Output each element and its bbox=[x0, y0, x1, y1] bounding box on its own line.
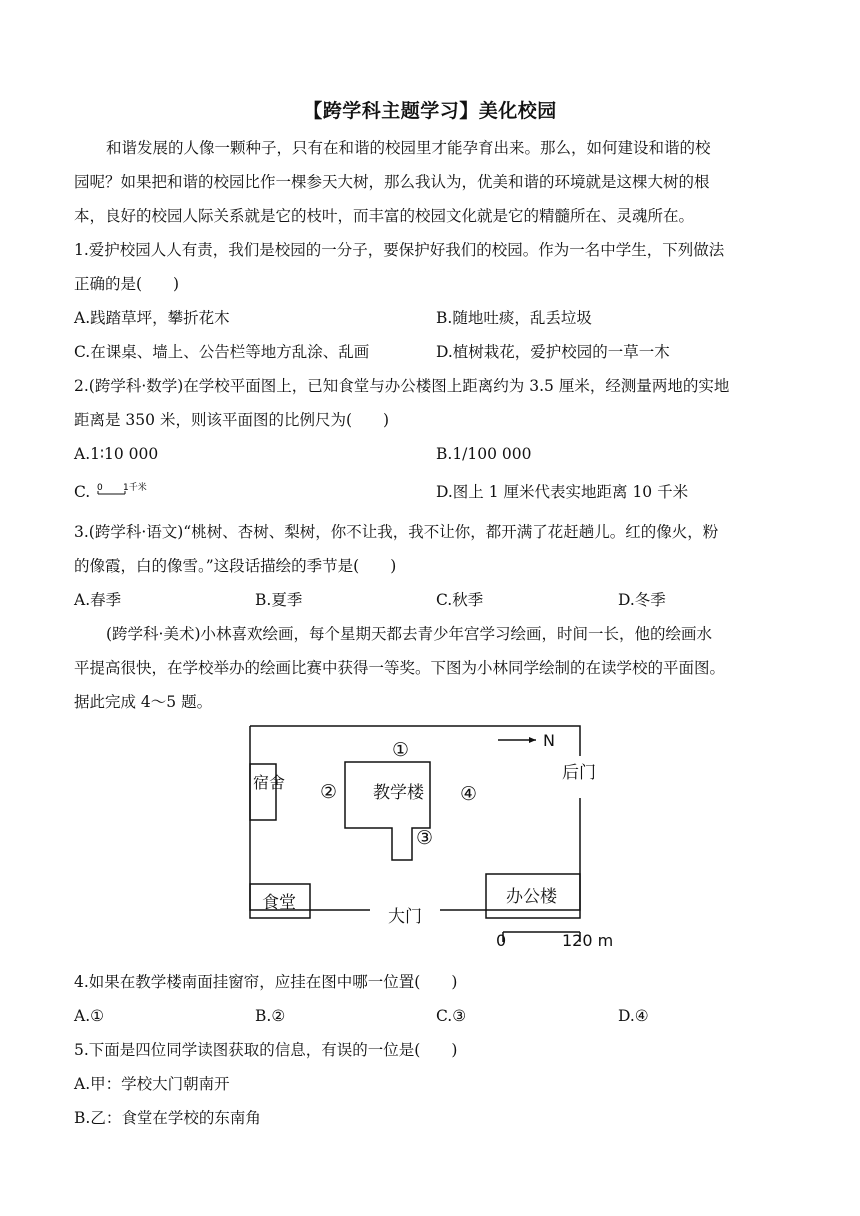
position-3-label: ③ bbox=[416, 827, 434, 849]
q4-option-a[interactable]: A.① bbox=[74, 1007, 105, 1025]
q4-option-c[interactable]: C.③ bbox=[436, 1007, 467, 1025]
q2-stem-line-1: 2.(跨学科·数学)在学校平面图上，已知食堂与办公楼图上距离约为 3.5 厘米，经测量两地的实地 bbox=[74, 377, 730, 395]
q1-option-c[interactable]: C.在课桌、墙上、公告栏等地方乱涂、乱画 bbox=[74, 343, 370, 361]
q3-option-a[interactable]: A.春季 bbox=[74, 591, 122, 609]
passage-line-2: 平提高很快，在学校举办的绘画比赛中获得一等奖。下图为小林同学绘制的在读学校的平面图。 bbox=[74, 659, 726, 677]
scale-bar-icon bbox=[95, 482, 161, 504]
office-label: 办公楼 bbox=[506, 887, 557, 907]
teaching-building-label: 教学楼 bbox=[373, 783, 424, 803]
intro-line-2: 园呢？如果把和谐的校园比作一棵参天大树，那么我认为，优美和谐的环境就是这棵大树的根 bbox=[74, 173, 710, 191]
passage-line-3: 据此完成 4～5 题。 bbox=[74, 693, 213, 711]
back-gate-label: 后门 bbox=[562, 763, 596, 783]
intro-line-1: 和谐发展的人像一颗种子，只有在和谐的校园里才能孕育出来。那么，如何建设和谐的校 bbox=[106, 139, 711, 157]
q1-stem-line-1: 1.爱护校园人人有责，我们是校园的一分子，要保护好我们的校园。作为一名中学生，下列做法 bbox=[74, 241, 725, 259]
q5-option-a[interactable]: A.甲：学校大门朝南开 bbox=[74, 1075, 230, 1093]
q4-option-b[interactable]: B.② bbox=[255, 1007, 286, 1025]
q3-option-d[interactable]: D.冬季 bbox=[618, 591, 666, 609]
q2-option-a[interactable]: A.1∶10 000 bbox=[74, 445, 159, 463]
q2-option-c-prefix: C. bbox=[74, 483, 91, 501]
position-4-label: ④ bbox=[460, 783, 478, 805]
dorm-label: 宿舍 bbox=[253, 773, 286, 792]
q4-stem: 4.如果在教学楼南面挂窗帘，应挂在图中哪一位置( ) bbox=[74, 973, 458, 991]
passage-line-1: (跨学科·美术)小林喜欢绘画，每个星期天都去青少年宫学习绘画，时间一长，他的绘画水 bbox=[106, 625, 713, 643]
north-arrow-head-icon bbox=[529, 737, 536, 743]
north-label: N bbox=[543, 731, 555, 750]
position-1-label: ① bbox=[392, 739, 410, 761]
q3-option-b[interactable]: B.夏季 bbox=[255, 591, 303, 609]
intro-line-3: 本，良好的校园人际关系就是它的枝叶，而丰富的校园文化就是它的精髓所在、灵魂所在。 bbox=[74, 207, 695, 225]
position-2-label: ② bbox=[320, 781, 338, 803]
map-scale-label-120: 120 m bbox=[562, 931, 614, 950]
q1-option-a[interactable]: A.践踏草坪，攀折花木 bbox=[74, 309, 230, 327]
school-plan-map bbox=[240, 718, 620, 958]
q3-stem-line-2: 的像霞，白的像雪。”这段话描绘的季节是( ) bbox=[74, 557, 397, 575]
q1-option-d[interactable]: D.植树栽花，爱护校园的一草一木 bbox=[436, 343, 670, 361]
page-title: 【跨学科主题学习】美化校园 bbox=[303, 100, 557, 122]
q2-option-c[interactable] bbox=[74, 482, 161, 504]
q2-option-b[interactable]: B.1/100 000 bbox=[436, 445, 532, 463]
q2-option-d[interactable]: D.图上 1 厘米代表实地距离 10 千米 bbox=[436, 483, 689, 501]
q3-option-c[interactable]: C.秋季 bbox=[436, 591, 484, 609]
q2-stem-line-2: 距离是 350 米，则该平面图的比例尺为( ) bbox=[74, 411, 390, 429]
outer-wall-left bbox=[250, 726, 370, 910]
map-scale-label-0: 0 bbox=[496, 931, 507, 950]
q1-stem-line-2: 正确的是( ) bbox=[74, 275, 180, 293]
main-gate-label: 大门 bbox=[388, 907, 422, 927]
q5-stem: 5.下面是四位同学读图获取的信息，有误的一位是( ) bbox=[74, 1041, 458, 1059]
q4-option-d[interactable]: D.④ bbox=[618, 1007, 649, 1025]
q3-stem-line-1: 3.(跨学科·语文)“桃树、杏树、梨树，你不让我，我不让你，都开满了花赶趟儿。红的像火，粉 bbox=[74, 523, 719, 541]
q5-option-b[interactable]: B.乙：食堂在学校的东南角 bbox=[74, 1109, 261, 1127]
scale-bar-label-1km: 1千米 bbox=[123, 483, 147, 493]
canteen-label: 食堂 bbox=[262, 893, 296, 913]
scale-bar-label-0: 0 bbox=[97, 483, 103, 493]
q1-option-b[interactable]: B.随地吐痰，乱丢垃圾 bbox=[436, 309, 592, 327]
